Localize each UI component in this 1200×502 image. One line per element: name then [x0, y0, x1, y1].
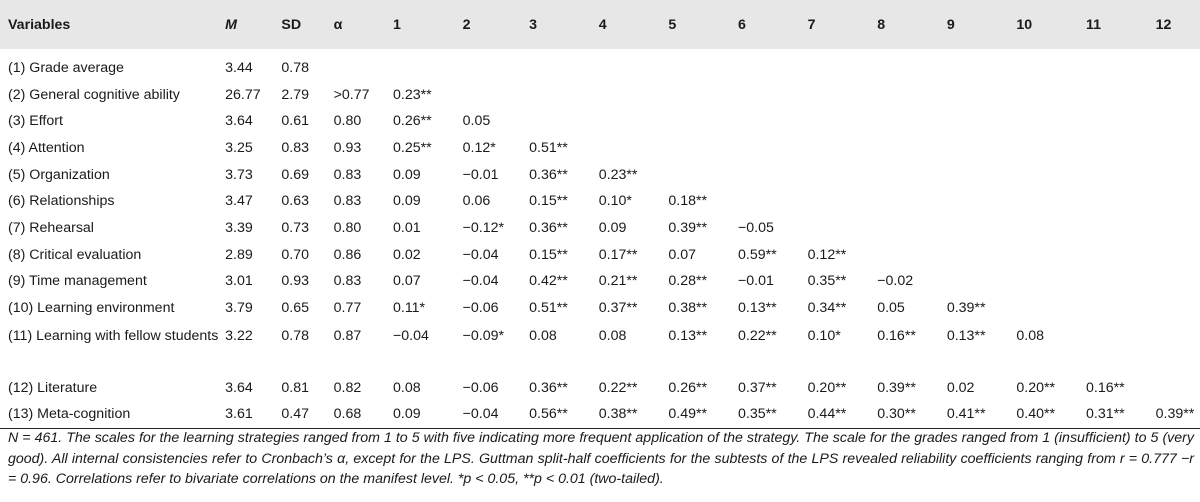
table-cell: 0.18** — [668, 193, 708, 210]
table-cell — [1080, 188, 1150, 215]
table-cell: 0.31** — [1080, 402, 1150, 429]
table-cell — [457, 82, 524, 109]
table-cell: 0.08 — [598, 327, 627, 344]
table-row — [0, 375, 1200, 402]
table-cell: 0.35** — [807, 273, 847, 290]
table-row — [0, 242, 1200, 269]
table-row — [0, 322, 1200, 375]
table-cell: 0.49** — [662, 402, 732, 429]
table-cell: 3.73 — [225, 166, 253, 183]
table-cell: 0.78 — [281, 327, 310, 344]
table-cell — [593, 82, 663, 109]
table-cell — [1150, 295, 1200, 322]
table-cell — [1150, 322, 1200, 375]
variable-label: (3) Effort — [8, 113, 63, 130]
table-cell: 0.39** — [877, 379, 916, 396]
table-cell — [871, 82, 941, 109]
table-cell — [1010, 108, 1080, 135]
table-row — [0, 402, 1200, 429]
table-cell — [328, 49, 387, 82]
table-cell — [871, 215, 941, 242]
table-cell — [593, 108, 663, 135]
table-cell — [662, 108, 732, 135]
table-cell: 0.02 — [393, 246, 421, 263]
column-header: SD — [281, 16, 302, 33]
variable-label: (13) Meta-cognition — [0, 402, 219, 429]
table-cell: 0.11* — [393, 300, 426, 317]
table-cell: 2.79 — [281, 86, 310, 103]
table-cell — [941, 108, 1011, 135]
table-cell: −0.04 — [393, 327, 429, 344]
table-cell — [1080, 322, 1150, 375]
column-header: 1 — [393, 16, 401, 33]
table-cell — [387, 49, 457, 82]
table-cell: 0.35** — [732, 402, 802, 429]
table-cell: 0.81 — [281, 379, 310, 396]
table-cell: 0.44** — [802, 402, 872, 429]
table-cell — [1010, 242, 1080, 269]
table-cell: 3.44 — [225, 59, 253, 76]
table-row — [0, 215, 1200, 242]
column-header: 11 — [1086, 16, 1102, 33]
table-row — [0, 82, 1200, 109]
variable-label: (1) Grade average — [8, 59, 124, 76]
table-cell: 0.15** — [529, 193, 568, 210]
table-cell — [941, 135, 1011, 162]
table-cell: 0.26** — [393, 113, 432, 130]
table-cell: 0.21** — [598, 273, 638, 290]
table-cell: 0.63 — [281, 193, 310, 210]
table-cell: 3.64 — [225, 379, 253, 396]
table-cell — [1080, 269, 1150, 296]
table-cell — [732, 135, 802, 162]
table-cell: 0.38** — [593, 402, 663, 429]
table-cell — [802, 135, 872, 162]
table-cell: 0.05 — [877, 300, 905, 317]
table-cell: −0.01 — [462, 166, 499, 183]
table-cell: 0.02 — [946, 379, 975, 396]
table-cell: 0.65 — [281, 300, 310, 317]
table-cell — [1010, 162, 1080, 189]
table-cell: 0.09 — [598, 219, 627, 236]
column-header: M — [225, 16, 237, 33]
table-cell: 0.61 — [281, 113, 310, 130]
table-cell — [1010, 49, 1080, 82]
table-cell — [1080, 162, 1150, 189]
column-header: 3 — [529, 16, 538, 33]
table-cell — [1010, 135, 1080, 162]
table-cell: >0.77 — [333, 86, 370, 103]
table-row — [0, 135, 1200, 162]
table-cell — [732, 162, 802, 189]
table-cell — [1150, 215, 1200, 242]
table-cell: 0.13** — [946, 327, 986, 344]
table-cell: 0.39** — [946, 300, 986, 317]
variable-label: (11) Learning with fellow students — [8, 327, 219, 344]
table-cell: 0.69 — [281, 166, 310, 183]
table-cell — [1150, 188, 1200, 215]
table-cell — [1080, 108, 1150, 135]
table-cell — [732, 108, 802, 135]
table-cell: 0.12** — [807, 246, 847, 263]
table-cell — [523, 82, 593, 109]
table-row — [0, 295, 1200, 322]
table-cell: 0.86 — [333, 246, 362, 263]
table-cell: −0.04 — [457, 402, 524, 429]
column-header: 4 — [598, 16, 607, 33]
table-cell — [1150, 135, 1200, 162]
table-cell — [523, 108, 593, 135]
table-cell: 3.64 — [225, 113, 253, 130]
table-cell — [941, 162, 1011, 189]
table-cell — [1010, 295, 1080, 322]
table-cell — [1150, 242, 1200, 269]
table-cell: 0.37** — [737, 379, 777, 396]
table-cell — [871, 188, 941, 215]
table-cell: 0.37** — [598, 300, 638, 317]
table-cell: 0.28** — [668, 273, 708, 290]
table-cell: 0.16** — [1086, 379, 1125, 396]
table-cell: 0.68 — [328, 402, 387, 429]
table-cell: 0.08 — [1016, 327, 1045, 344]
table-row — [0, 108, 1200, 135]
table-cell — [1080, 135, 1150, 162]
column-header: 10 — [1016, 16, 1033, 33]
table-cell: 0.10* — [598, 193, 632, 210]
table-row — [0, 269, 1200, 296]
table-cell: 3.61 — [219, 402, 275, 429]
table-cell: 0.07 — [393, 273, 421, 290]
table-cell: 0.23** — [598, 166, 638, 183]
table-cell — [1150, 82, 1200, 109]
table-cell: −0.06 — [462, 300, 499, 317]
table-cell: 0.83 — [281, 139, 310, 156]
table-cell: 0.36** — [529, 166, 568, 183]
table-cell: −0.04 — [462, 246, 499, 263]
table-cell — [457, 49, 524, 82]
table-cell: 0.15** — [529, 246, 568, 263]
variable-label: (9) Time management — [8, 273, 147, 290]
table-footnote: N = 461. The scales for the learning strategies ranged from 1 to 5 with five indicating more frequent application of the strategy. The scale for the grades ranged from 1 (insufficient) to 5 (very good). All internal consistencies refer to Cronbach’s α, except for the LPS. Guttman split-half coefficients for the subtests of the LPS revealed reliability coefficients ranging from r = 0.777 −r = 0.96. Correlations refer to bivariate correlations on the manifest level. *p < 0.05, **p < 0.01 (two-tailed). — [8, 430, 1194, 487]
table-cell: −0.09* — [462, 327, 505, 344]
table-cell: 0.13** — [668, 327, 708, 344]
table-cell: 0.22** — [598, 379, 638, 396]
table-cell — [732, 82, 802, 109]
table-cell: 0.08 — [393, 379, 421, 396]
table-cell — [1150, 269, 1200, 296]
table-cell — [802, 108, 872, 135]
table-cell — [1150, 108, 1200, 135]
table-cell: 0.70 — [281, 246, 310, 263]
table-cell: 0.36** — [529, 219, 568, 236]
table-cell — [802, 215, 872, 242]
table-cell — [1080, 215, 1150, 242]
table-cell — [1080, 242, 1150, 269]
table-cell: 0.09 — [393, 166, 421, 183]
column-header: 5 — [668, 16, 677, 33]
column-header-variables: Variables — [8, 16, 71, 33]
table-cell: 0.10* — [807, 327, 841, 344]
table-cell — [802, 188, 872, 215]
table-cell — [662, 135, 732, 162]
table-header-row — [0, 0, 1200, 49]
table-row — [0, 162, 1200, 189]
table-cell — [1080, 82, 1150, 109]
table-cell: 0.83 — [333, 193, 362, 210]
table-cell — [1150, 162, 1200, 189]
table-cell: 0.22** — [737, 327, 777, 344]
variable-label: (8) Critical evaluation — [8, 246, 142, 263]
table-cell — [871, 49, 941, 82]
table-cell — [662, 82, 732, 109]
table-cell: 0.73 — [281, 219, 310, 236]
table-cell: 0.80 — [333, 113, 362, 130]
table-cell: 0.77 — [333, 300, 362, 317]
table-cell — [1080, 49, 1150, 82]
table-cell — [1010, 82, 1080, 109]
table-cell: 0.06 — [462, 193, 491, 210]
table-cell — [871, 135, 941, 162]
table-cell — [802, 82, 872, 109]
table-cell — [941, 215, 1011, 242]
variable-label: (4) Attention — [8, 139, 85, 156]
table-cell — [732, 49, 802, 82]
column-header: 12 — [1155, 16, 1172, 33]
table-cell: 0.08 — [529, 327, 557, 344]
table-cell: 3.01 — [225, 273, 253, 290]
table-row — [0, 188, 1200, 215]
table-cell: 0.25** — [393, 139, 432, 156]
column-header: 7 — [807, 16, 816, 33]
table-cell: 0.39** — [668, 219, 708, 236]
table-cell: −0.04 — [462, 273, 499, 290]
table-cell — [732, 188, 802, 215]
table-cell: 3.25 — [225, 139, 253, 156]
table-cell: 0.01 — [393, 219, 421, 236]
table-cell: 3.22 — [225, 327, 253, 344]
table-cell: 0.26** — [668, 379, 708, 396]
table-cell: −0.05 — [737, 219, 774, 236]
table-cell: 0.34** — [807, 300, 847, 317]
table-cell — [871, 108, 941, 135]
table-cell — [802, 49, 872, 82]
variable-label: (2) General cognitive ability — [8, 86, 180, 103]
table-cell: 0.40** — [1010, 402, 1080, 429]
table-cell: 0.47 — [275, 402, 327, 429]
table-cell: 0.93 — [333, 139, 362, 156]
table-cell: 0.30** — [871, 402, 941, 429]
table-cell: 0.83 — [333, 273, 362, 290]
table-cell: 3.79 — [225, 300, 253, 317]
table-cell: 26.77 — [225, 86, 261, 103]
table-cell: 3.39 — [225, 219, 253, 236]
variable-label: (12) Literature — [8, 379, 98, 396]
table-cell — [941, 188, 1011, 215]
table-cell — [662, 162, 732, 189]
table-cell — [523, 49, 593, 82]
table-cell: 0.05 — [462, 113, 491, 130]
table-cell: 0.51** — [529, 300, 568, 317]
table-cell: 0.20** — [1016, 379, 1056, 396]
table-cell — [871, 162, 941, 189]
table-cell — [941, 49, 1011, 82]
table-cell: 0.41** — [941, 402, 1011, 429]
table-cell — [871, 242, 941, 269]
table-cell: 0.16** — [877, 327, 916, 344]
table-cell — [1010, 215, 1080, 242]
table-cell: −0.02 — [877, 273, 914, 290]
table-cell: 0.38** — [668, 300, 708, 317]
table-cell: 0.09 — [393, 193, 421, 210]
table-cell: 0.42** — [529, 273, 568, 290]
table-cell: −0.01 — [737, 273, 774, 290]
table-cell: 0.17** — [598, 246, 638, 263]
table-cell: 2.89 — [225, 246, 253, 263]
variable-label: (7) Rehearsal — [8, 219, 94, 236]
column-header: 2 — [462, 16, 471, 33]
table-cell — [1080, 295, 1150, 322]
variable-label: (5) Organization — [8, 166, 110, 183]
table-cell: 0.39** — [1150, 402, 1200, 429]
column-header: 8 — [877, 16, 886, 33]
table-row — [0, 49, 1200, 82]
table-cell — [593, 49, 663, 82]
table-cell: 0.23** — [393, 86, 432, 103]
table-cell — [1150, 375, 1200, 402]
table-cell — [941, 82, 1011, 109]
table-cell: 0.56** — [523, 402, 593, 429]
table-cell: 0.13** — [737, 300, 777, 317]
table-cell: 0.12* — [462, 139, 496, 156]
table-cell: 0.51** — [529, 139, 568, 156]
column-header: 6 — [737, 16, 746, 33]
table-cell: 0.80 — [333, 219, 362, 236]
column-header: α — [333, 16, 343, 33]
column-header: 9 — [946, 16, 955, 33]
table-cell — [1010, 269, 1080, 296]
table-cell: −0.12* — [462, 219, 505, 236]
table-cell: 0.20** — [807, 379, 847, 396]
table-cell: 0.07 — [668, 246, 696, 263]
table-cell: 0.83 — [333, 166, 362, 183]
table-cell: 0.93 — [281, 273, 310, 290]
table-cell — [1010, 188, 1080, 215]
table-cell — [802, 162, 872, 189]
table-cell: 0.09 — [387, 402, 457, 429]
table-cell — [1150, 49, 1200, 82]
table-cell: 0.87 — [333, 327, 362, 344]
variable-label: (6) Relationships — [8, 193, 115, 210]
variable-label: (10) Learning environment — [8, 300, 175, 317]
table-cell: 0.59** — [737, 246, 777, 263]
table-cell: 0.36** — [529, 379, 568, 396]
table-cell — [662, 49, 732, 82]
table-cell: 3.47 — [225, 193, 253, 210]
table-cell: −0.06 — [462, 379, 499, 396]
table-cell: 0.78 — [281, 59, 310, 76]
table-cell — [941, 269, 1011, 296]
table-cell: 0.82 — [333, 379, 362, 396]
table-cell — [941, 242, 1011, 269]
table-cell — [593, 135, 663, 162]
